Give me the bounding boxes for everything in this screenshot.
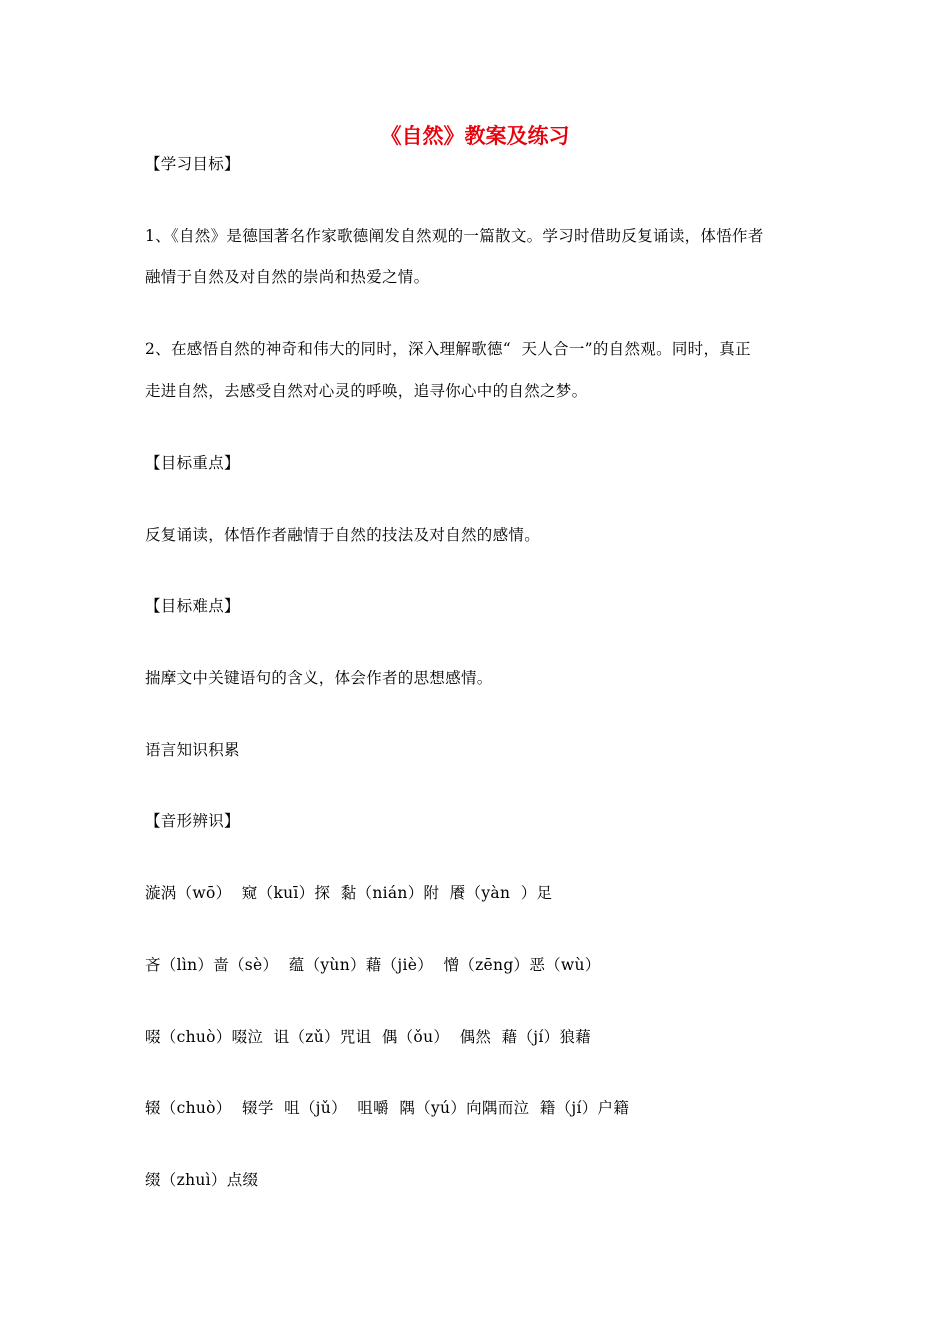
- pronunciation-line: 缀（zhuì）点缀: [145, 1171, 259, 1189]
- heading-key-points: 【目标重点】: [145, 454, 240, 472]
- heading-difficulties: 【目标难点】: [145, 597, 240, 615]
- paragraph-line: 反复诵读，体悟作者融情于自然的技法及对自然的感情。: [145, 526, 541, 544]
- paragraph-line: 揣摩文中关键语句的含义，体会作者的思想感情。: [145, 669, 493, 687]
- pronunciation-line: 啜（chuò）啜泣 诅（zǔ）咒诅 偶（ǒu） 偶然 藉（jí）狼藉: [145, 1028, 592, 1046]
- paragraph-line: 走进自然，去感受自然对心灵的呼唤，追寻你心中的自然之梦。: [145, 382, 588, 400]
- pronunciation-line: 漩涡（wō） 窥（kuī）探 黏（nián）附 餍（yàn ）足: [145, 884, 553, 902]
- paragraph-line: 2、在感悟自然的神奇和伟大的同时，深入理解歌德“ 天人合一”的自然观。同时，真正: [145, 340, 751, 358]
- heading-pronunciation: 【音形辨识】: [145, 812, 240, 830]
- document-title: 《自然》教案及练习: [380, 124, 570, 148]
- pronunciation-line: 吝（lìn）啬（sè） 蕴（yùn）藉（jiè） 憎（zēng）恶（wù）: [145, 956, 601, 974]
- paragraph-line: 1、《自然》是德国著名作家歌德阐发自然观的一篇散文。学习时借助反复诵读，体悟作者: [145, 227, 764, 245]
- section-label: 语言知识积累: [145, 741, 240, 759]
- paragraph-line: 融情于自然及对自然的崇尚和热爱之情。: [145, 268, 430, 286]
- heading-learning-goals: 【学习目标】: [145, 155, 240, 173]
- pronunciation-line: 辍（chuò） 辍学 咀（jǔ） 咀嚼 隅（yú）向隅而泣 籍（jí）户籍: [145, 1099, 630, 1117]
